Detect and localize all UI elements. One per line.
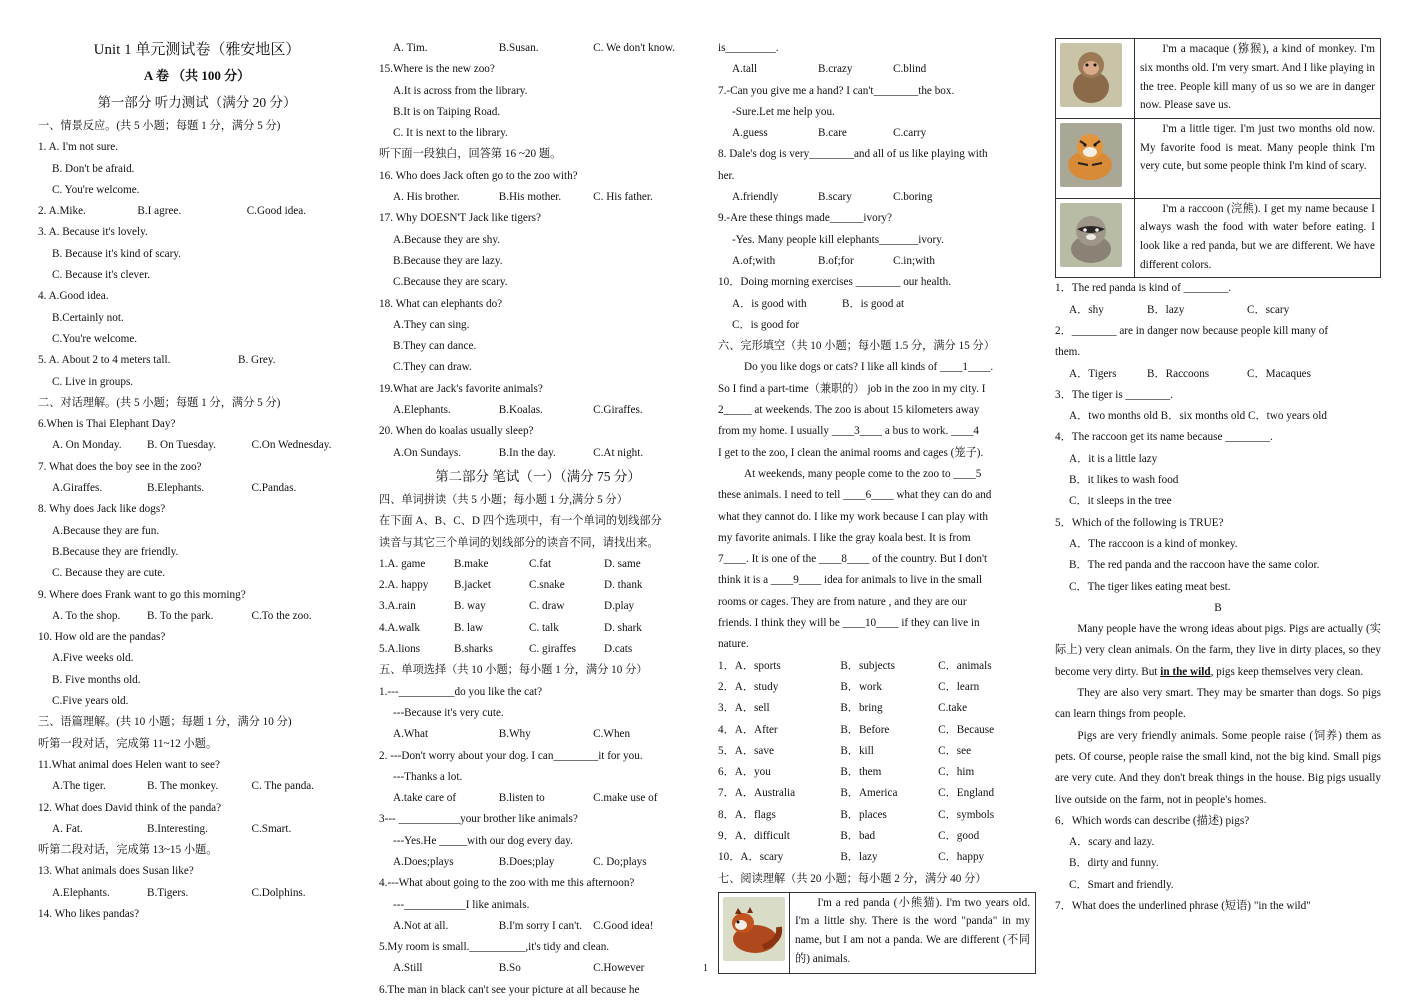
col1-line-1: A 卷 （共 100 分） — [143, 68, 251, 83]
option-0: A．Tigers — [1069, 367, 1117, 380]
macaque-paragraph: I'm a macaque (猕猴), a kind of monkey. I'm six months old. I'm very smart. And I like playing in the tree. People kill many of us so we are in danger now. Please save us. — [1140, 43, 1375, 112]
col4-line-7: 4．The raccoon get its name because ________. — [1055, 431, 1273, 444]
option-2: C．happy — [938, 851, 985, 864]
cloze-line-3: from my home. I usually ____3____ a bus to work. ____4 — [718, 425, 980, 438]
option-0: A.tall — [732, 63, 758, 76]
option-2: C．Because — [938, 723, 995, 736]
column-1 — [38, 38, 356, 925]
col1-line-6: C. You're welcome. — [52, 183, 140, 196]
option-1: B.Tigers. — [147, 886, 189, 899]
option-0: A. To the shop. — [52, 609, 121, 622]
passage-b-paragraph-1: They are also very smart. They may be smarter than dogs. So pigs can learn things from people. — [1055, 687, 1381, 721]
option-0: 5. A. About 2 to 4 meters tall. — [38, 354, 171, 367]
col2-line-15: C.They can draw. — [393, 361, 472, 374]
cloze-line-8: my favorite animals. I like the gray koala best. It is from — [718, 531, 971, 544]
option-1: B.Susan. — [498, 42, 539, 54]
col1-line-19: 7. What does the boy see in the zoo? — [38, 460, 202, 473]
tiger-paragraph: I'm a little tiger. I'm just two months old now. My favorite food is meat. Many people think I'm very cute, but some people think I'm kind of scary. — [1140, 122, 1375, 173]
col4_end-line-0: 6．Which words can describe (描述) pigs? — [1055, 814, 1250, 827]
tiger-photo — [1056, 118, 1135, 198]
option-0: 9．A．difficult — [718, 829, 790, 842]
col1-line-32: 听第一段对话，完成第 11~12 小题。 — [38, 737, 218, 750]
col3-line-7 — [718, 187, 1036, 208]
col2-line-39: 4.---What about going to the zoo with me this afternoon? — [379, 877, 635, 890]
col3-line-12 — [718, 294, 1036, 315]
col2-line-4: C. It is next to the library. — [393, 127, 508, 140]
option-0: A.On Sundays. — [393, 446, 462, 459]
cloze_opts-line-7 — [718, 805, 1036, 826]
option-2: C．England — [938, 787, 995, 800]
option-1: B.His mother. — [498, 191, 562, 204]
col1-line-2: 第一部分 听力测试（满分 20 分） — [97, 95, 297, 110]
col2-line-27 — [379, 618, 697, 639]
col1-line-5: B. Don't be afraid. — [52, 162, 135, 175]
option-1: B．them — [840, 766, 882, 779]
option-2: C．see — [938, 744, 972, 757]
raccoon-icon — [1060, 203, 1122, 267]
option-2: C. We don't know. — [593, 42, 676, 54]
option-0: A．shy — [1069, 303, 1104, 316]
col4-line-4 — [1055, 364, 1381, 385]
option-3: D.play — [604, 600, 635, 613]
raccoon-photo — [1056, 198, 1135, 278]
col2-line-43 — [379, 958, 697, 979]
option-2: C.Smart. — [251, 822, 292, 835]
col2-line-2: A.It is across from the library. — [393, 84, 528, 97]
option-2: C.take — [938, 702, 968, 715]
column-2 — [379, 38, 697, 1001]
option-1: B．work — [840, 680, 882, 693]
col1-line-18 — [38, 435, 356, 456]
option-0: A.Elephants. — [393, 404, 451, 417]
col2-line-35 — [379, 788, 697, 809]
page-number: 1 — [703, 963, 708, 974]
col3-line-1 — [718, 59, 1036, 80]
col4-line-12: A．The raccoon is a kind of monkey. — [1069, 537, 1238, 550]
col1-line-23: B.Because they are friendly. — [52, 545, 179, 558]
col1-line-39 — [38, 883, 356, 904]
col3-line-0: is_________. — [718, 42, 779, 54]
option-2: C.make use of — [593, 792, 658, 805]
col1-line-14 — [38, 350, 356, 371]
option-2: C.Pandas. — [251, 482, 297, 495]
col2-line-33: 2. ---Don't worry about your dog. I can________it for you. — [379, 749, 643, 762]
option-0: A.Does;plays — [393, 855, 454, 868]
option-0: 10．A．scary — [718, 851, 784, 864]
col4_end-line-2: B．dirty and funny. — [1069, 857, 1159, 870]
option-1: B. To the park. — [147, 609, 214, 622]
tiger-icon — [1060, 123, 1122, 187]
col1-line-15: C. Live in groups. — [52, 375, 134, 388]
option-1: B.crazy — [818, 63, 853, 76]
cloze_opts-line-3 — [718, 720, 1036, 741]
cloze-line-10: think it is a ____9____ idea for animals to live in the small — [718, 574, 983, 587]
col4_end-line-4: 7．What does the underlined phrase (短语) "in the wild" — [1055, 900, 1311, 912]
col2-line-42: 5.My room is small.__________,it's tidy and clean. — [379, 941, 610, 954]
col1-line-26 — [38, 606, 356, 627]
col3-line-14: 六、完形填空（共 10 小题；每小题 1.5 分，满分 15 分） — [718, 340, 995, 353]
col4-line-2: 2．________ are in danger now because people kill many of — [1055, 324, 1329, 337]
option-0: 3.A.rain — [379, 600, 416, 613]
col2-line-22: 在下面 A、B、C、D 四个选项中，有一个单词的划线部分 — [379, 515, 662, 528]
col1-line-16: 二、对话理解。(共 5 小题；每题 1 分，满分 5 分) — [38, 396, 281, 409]
red-panda-text: I'm a red panda (小熊猫). I'm two years old. I'm a little shy. There is the word "panda" in my name, but I am not a panda. We are different (不同的) animals. — [795, 896, 1030, 965]
red-panda-box — [718, 892, 1036, 974]
col2-line-6: 16. Who does Jack often go to the zoo with? — [379, 169, 578, 182]
col2-line-17 — [379, 400, 697, 421]
col4-line-8: A．it is a little lazy — [1069, 452, 1158, 465]
option-1: B.scary — [818, 191, 852, 204]
col4-line-13: B．The red panda and the raccoon have the same color. — [1069, 559, 1320, 572]
col4_end-line-3: C．Smart and friendly. — [1069, 878, 1174, 891]
option-2: C.carry — [893, 127, 927, 140]
option-2: C. Do;plays — [593, 855, 647, 868]
col2-line-3: B.It is on Taiping Road. — [393, 105, 501, 118]
col3-line-5: 8. Dale's dog is very________and all of us like playing with — [718, 148, 988, 161]
col1-line-9: B. Because it's kind of scary. — [52, 247, 181, 260]
col3-line-9: -Yes. Many people kill elephants_______ivory. — [732, 233, 944, 246]
col2-line-26 — [379, 596, 697, 617]
column-3 — [718, 38, 1036, 974]
col1-line-8: 3. A. Because it's lovely. — [38, 226, 148, 239]
option-1: B．lazy — [840, 851, 878, 864]
col2-line-7 — [379, 187, 697, 208]
option-2: C.At night. — [593, 446, 644, 459]
col2-line-41 — [379, 916, 697, 937]
col3-line-8: 9.-Are these things made______ivory? — [718, 212, 892, 225]
option-2: C．him — [938, 766, 975, 779]
option-2: C．Macaques — [1247, 367, 1312, 380]
option-0: A.Not at all. — [393, 919, 449, 932]
option-0: A.The tiger. — [52, 780, 106, 793]
option-0: A.guess — [732, 127, 768, 140]
col4-line-9: B．it likes to wash food — [1069, 474, 1179, 487]
col1-line-11: 4. A.Good idea. — [38, 290, 109, 303]
col2-line-29: 五、单项选择（共 10 小题；每小题 1 分，满分 10 分） — [379, 664, 648, 677]
option-0: A.friendly — [732, 191, 779, 204]
option-0: A. On Monday. — [52, 439, 122, 452]
option-0: 6．A．you — [718, 766, 771, 779]
option-3: D. shark — [604, 621, 642, 634]
option-0: 2. A.Mike. — [38, 205, 86, 218]
col1-line-34 — [38, 776, 356, 797]
col1-line-21: 8. Why does Jack like dogs? — [38, 503, 166, 516]
col1-line-22: A.Because they are fun. — [52, 524, 160, 537]
option-0: A. Tim. — [393, 42, 428, 54]
red-panda-photo — [719, 893, 790, 973]
cloze_opts-line-8 — [718, 826, 1036, 847]
col2-line-30: 1.---__________do you like the cat? — [379, 685, 543, 698]
option-1: B. way — [454, 600, 486, 613]
option-1: B.Does;play — [498, 855, 555, 868]
option-2: C．animals — [938, 659, 992, 672]
col1-line-0: Unit 1 单元测试卷（雅安地区） — [93, 42, 301, 58]
col1-line-38: 13. What animals does Susan like? — [38, 865, 194, 878]
option-2: C．symbols — [938, 808, 995, 821]
macaque-photo — [1056, 39, 1135, 119]
col2-line-18: 20. When do koalas usually sleep? — [379, 425, 534, 438]
option-0: A.Still — [393, 962, 423, 975]
cloze-line-5: At weekends, many people come to the zoo to ____5 — [744, 467, 982, 480]
option-1: B.Koalas. — [498, 404, 543, 417]
option-2: C.fat — [529, 557, 552, 570]
cloze_opts-line-5 — [718, 762, 1036, 783]
option-0: A.take care of — [393, 792, 457, 805]
option-2: C. The panda. — [251, 780, 315, 793]
option-3: D. thank — [604, 579, 643, 592]
col1-line-35: 12. What does David think of the panda? — [38, 801, 222, 814]
cloze_opts-line-1 — [718, 677, 1036, 698]
option-0: 1.A. game — [379, 557, 426, 570]
option-2: C．good — [938, 829, 980, 842]
option-1: B.jacket — [454, 579, 491, 592]
option-1: B.care — [818, 127, 847, 140]
col1-line-25: 9. Where does Frank want to go this morning? — [38, 588, 246, 601]
option-1: B．Raccoons — [1147, 367, 1210, 380]
col2-line-36: 3--- ___________your brother like animals? — [379, 813, 578, 826]
col2-line-11: C.Because they are scary. — [393, 276, 508, 289]
option-1: B．subjects — [840, 659, 896, 672]
option-1: B．bring — [840, 702, 883, 715]
cloze-line-1: So I find a part-time（兼职的） job in the zoo in my city. I — [718, 382, 986, 395]
col4-line-6: A．two months old B．six months old C．two years old — [1069, 410, 1327, 423]
col2-line-37: ---Yes.He _____with our dog every day. — [393, 834, 573, 847]
cloze-line-9: 7____. It is one of the ____8____ of the country. But I don't — [718, 553, 988, 566]
cloze_opts-line-0 — [718, 656, 1036, 677]
col1-line-4: 1. A. I'm not sure. — [38, 141, 119, 154]
col1-line-33: 11.What animal does Helen want to see? — [38, 758, 220, 771]
option-0: 2．A．study — [718, 680, 779, 693]
col4_end-line-1: A．scary and lazy. — [1069, 836, 1155, 849]
option-0: 5.A.lions — [379, 643, 421, 656]
cloze-line-13: nature. — [718, 638, 749, 651]
cloze-line-0: Do you like dogs or cats? I like all kinds of ____1____. — [744, 361, 994, 374]
col2-line-23: 读音与其它三个单词的划线部分的读音不同，请找出来。 — [379, 536, 659, 549]
option-0: 1．A．sports — [718, 659, 781, 672]
option-2: C.Good idea. — [246, 205, 307, 218]
cloze-line-4: I get to the zoo, I clean the animal rooms and cages (笼子). — [718, 446, 984, 459]
col2-line-28 — [379, 639, 697, 660]
option-1: B.of;for — [818, 254, 854, 267]
col2-line-31: ---Because it's very cute. — [393, 706, 504, 719]
cloze-line-6: these animals. I need to tell ____6____ what they can do and — [718, 489, 992, 502]
option-1: B.So — [498, 962, 521, 975]
col2-line-44: 6.The man in black can't see your picture at all because he — [379, 983, 640, 996]
col3-line-4 — [718, 123, 1036, 144]
column-4 — [1055, 38, 1381, 917]
option-2: C. His father. — [593, 191, 653, 204]
passage-b-paragraph-2: Pigs are very friendly animals. Some people raise (饲养) them as pets. Of course, people raise the small kind, not the big kind. Small pigs are very cute. And they don't break things in the house. Big pigs usually live outside on the farm, not in people's homes. — [1055, 729, 1381, 806]
option-2: C. draw — [529, 600, 565, 613]
col2-line-0 — [379, 38, 697, 59]
option-2: C.To the zoo. — [251, 609, 312, 622]
option-1: B．kill — [840, 744, 874, 757]
option-1: B.Why — [498, 728, 531, 741]
option-1: B. Grey. — [238, 354, 276, 367]
option-1: B. The monkey. — [147, 780, 219, 793]
col2-line-24 — [379, 554, 697, 575]
underlined-phrase: in the wild — [1160, 665, 1211, 678]
option-2: C.blind — [893, 63, 927, 76]
col1-line-36 — [38, 819, 356, 840]
col4-line-5: 3．The tiger is ________. — [1055, 388, 1174, 401]
col3-line-13: C．is good for — [732, 318, 800, 331]
cloze-line-2: 2_____ at weekends. The zoo is about 15 kilometers away — [718, 404, 980, 417]
option-1: B.Elephants. — [147, 482, 205, 495]
option-2: C.Giraffes. — [593, 404, 643, 417]
cloze_opts-line-6 — [718, 783, 1036, 804]
col1-line-17: 6.When is Thai Elephant Day? — [38, 418, 176, 431]
col1-line-29: B. Five months old. — [52, 673, 141, 686]
col2-line-21: 四、单词拼读（共 5 小题；每小题 1 分,满分 5 分） — [379, 493, 628, 506]
col3-line-11: 10．Doing morning exercises ________ our health. — [718, 276, 952, 289]
cloze_opts-line-9 — [718, 847, 1036, 868]
col2-line-19 — [379, 443, 697, 464]
col2-line-20: 第二部分 笔试（一）（满分 75 分） — [435, 468, 641, 484]
macaque-icon — [1060, 43, 1122, 107]
cloze-line-12: friends. I think they will be ____10____ if they can live in — [718, 617, 980, 630]
option-2: C．scary — [1247, 303, 1290, 316]
tiger-text — [1135, 118, 1381, 198]
col2-line-25 — [379, 575, 697, 596]
option-2: C.Dolphins. — [251, 886, 306, 899]
option-2: C.When — [593, 728, 631, 741]
cloze_opts-line-2 — [718, 698, 1036, 719]
col2-line-14: B.They can dance. — [393, 340, 477, 353]
col2-line-16: 19.What are Jack's favorite animals? — [379, 382, 543, 395]
col1-line-10: C. Because it's clever. — [52, 269, 151, 282]
option-0: 3．A．sell — [718, 702, 770, 715]
option-1: B. On Tuesday. — [147, 439, 216, 452]
col1-line-13: C.You're welcome. — [52, 332, 138, 345]
cloze-line-11: rooms or cages. They are from nature , and they are our — [718, 595, 967, 608]
col1-line-37: 听第二段对话，完成第 13~15 小题。 — [38, 844, 218, 857]
cloze_opts-line-4 — [718, 741, 1036, 762]
red-panda-icon — [723, 897, 785, 961]
col2-line-10: B.Because they are lazy. — [393, 254, 503, 267]
col1-line-24: C. Because they are cute. — [52, 567, 166, 580]
option-0: A．is good with — [732, 297, 807, 310]
option-0: 2.A. happy — [379, 579, 429, 592]
col2-line-40: ---___________I like animals. — [393, 898, 530, 911]
col4-line-3: them. — [1055, 346, 1081, 359]
col4-line-1 — [1055, 300, 1381, 321]
col1-line-31: 三、语篇理解。(共 10 小题；每题 1 分，满分 10 分) — [38, 716, 292, 729]
option-0: 4.A.walk — [379, 621, 421, 634]
col1-line-20 — [38, 478, 356, 499]
option-0: A.Elephants. — [52, 886, 110, 899]
col2-line-32 — [379, 724, 697, 745]
option-2: C.Good idea! — [593, 919, 654, 932]
option-0: A.Giraffes. — [52, 482, 103, 495]
option-2: C.in;with — [893, 254, 935, 267]
macaque-text — [1135, 39, 1381, 119]
option-2: C.boring — [893, 191, 933, 204]
option-1: B．Before — [840, 723, 890, 736]
option-1: B.make — [454, 557, 489, 570]
col3-line-3: -Sure.Let me help you. — [732, 105, 835, 118]
option-1: B．lazy — [1147, 303, 1185, 316]
col2-line-5: 听下面一段独白，回答第 16 ~20 题。 — [379, 148, 562, 161]
col2-line-34: ---Thanks a lot. — [393, 770, 463, 783]
option-1: B.I'm sorry I can't. — [498, 919, 582, 932]
col2-line-8: 17. Why DOESN'T Jack like tigers? — [379, 212, 541, 225]
col3-line-6: her. — [718, 169, 735, 182]
raccoon-text — [1135, 198, 1381, 278]
option-0: 4．A．After — [718, 723, 778, 736]
option-3: D.cats — [604, 643, 633, 656]
col2-line-9: A.Because they are shy. — [393, 233, 501, 246]
col2-line-13: A.They can sing. — [393, 318, 470, 331]
option-1: B．places — [840, 808, 887, 821]
option-1: B.sharks — [454, 643, 493, 656]
option-1: B. law — [454, 621, 484, 634]
option-2: C.snake — [529, 579, 565, 592]
passage-b-paragraph-0: Many people have the wrong ideas about pigs. Pigs are actually (实际上) very clean animals. On the farm, they live in dirty places, so they become very dirty. But in the wild, pigs keep themselves very clean. — [1055, 623, 1381, 678]
col1-line-28: A.Five weeks old. — [52, 652, 134, 665]
col1-line-12: B.Certainly not. — [52, 311, 124, 324]
option-3: D. same — [604, 557, 641, 570]
option-1: B.In the day. — [498, 446, 556, 459]
option-1: B.I agree. — [137, 205, 182, 218]
col2-line-12: 18. What can elephants do? — [379, 297, 503, 310]
col4-line-14: C．The tiger likes eating meat best. — [1069, 580, 1231, 593]
option-2: C．learn — [938, 680, 980, 693]
option-0: 7．A．Australia — [718, 787, 796, 800]
option-0: A. His brother. — [393, 191, 460, 204]
option-2: C.On Wednesday. — [251, 439, 332, 452]
raccoon-paragraph: I'm a raccoon (浣熊). I get my name because I always wash the food with water before eating. I look like a red panda, but we are different. We have different colors. — [1140, 202, 1375, 271]
option-0: A. Fat. — [52, 822, 83, 835]
option-1: B．is good at — [842, 297, 905, 310]
animal-table — [1055, 38, 1381, 278]
col4-line-15: B — [1214, 601, 1222, 614]
option-1: B．America — [840, 787, 898, 800]
option-1: B.listen to — [498, 792, 545, 805]
col4-line-10: C．it sleeps in the tree — [1069, 495, 1172, 508]
col1-line-30: C.Five years old. — [52, 695, 129, 708]
option-2: C. talk — [529, 621, 559, 634]
col1-line-40: 14. Who likes pandas? — [38, 907, 140, 920]
option-1: B.Interesting. — [147, 822, 208, 835]
col3-line-2: 7.-Can you give me a hand? I can't________the box. — [718, 84, 955, 97]
option-2: C. giraffes — [529, 643, 577, 656]
option-0: A.What — [393, 728, 429, 741]
col1-line-7 — [38, 201, 356, 222]
col2-line-38 — [379, 852, 697, 873]
cloze-line-7: what they cannot do. I like my work because I can play with — [718, 510, 988, 523]
col3-line-10 — [718, 251, 1036, 272]
col2-line-1: 15.Where is the new zoo? — [379, 63, 495, 76]
option-0: 8．A．flags — [718, 808, 776, 821]
col1-line-3: 一、情景反应。(共 5 小题；每题 1 分，满分 5 分) — [38, 120, 281, 132]
option-0: 5．A．save — [718, 744, 774, 757]
option-2: C.However — [593, 962, 645, 975]
cloze_opts-line-10: 七、阅读理解（共 20 小题；每小题 2 分，满分 40 分） — [718, 872, 987, 885]
option-0: A.of;with — [732, 254, 776, 267]
option-1: B．bad — [840, 829, 876, 842]
col4-line-11: 5．Which of the following is TRUE? — [1055, 516, 1224, 529]
col1-line-27: 10. How old are the pandas? — [38, 631, 166, 644]
col4-line-0: 1．The red panda is kind of ________. — [1055, 282, 1232, 295]
